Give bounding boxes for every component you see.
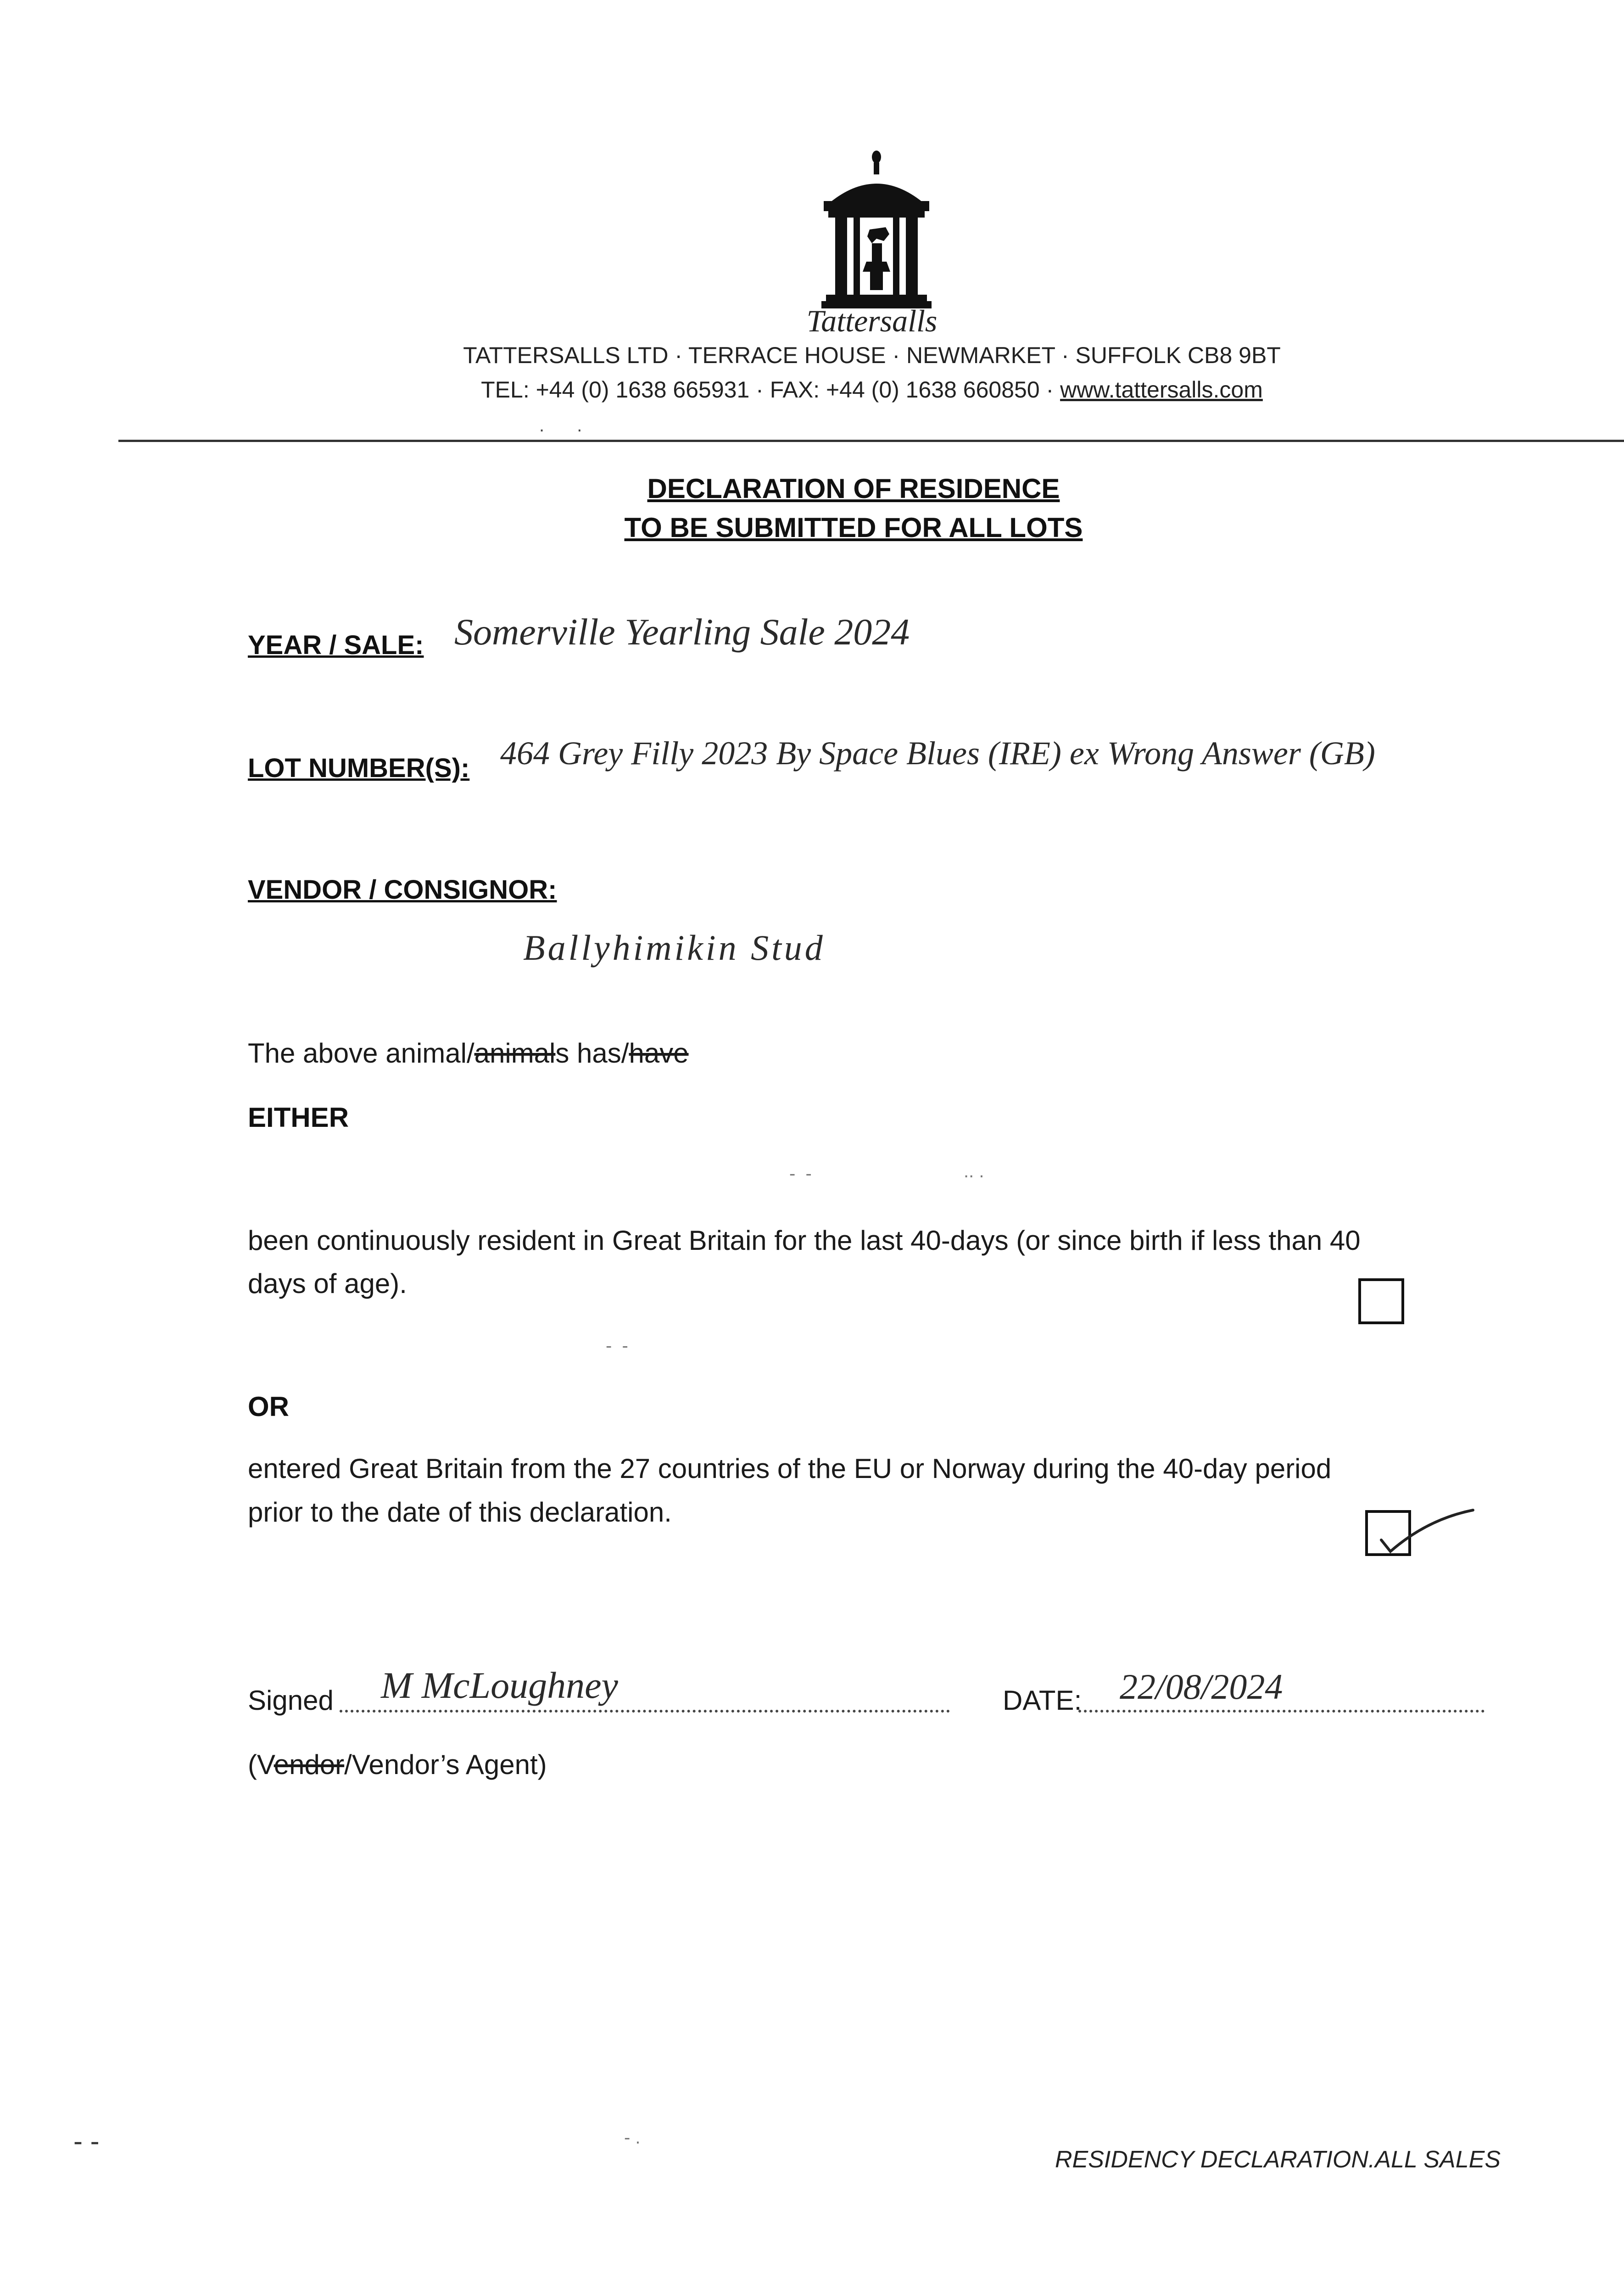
signed-label: Signed bbox=[248, 1685, 334, 1716]
lot-number-value[interactable]: 464 Grey Filly 2023 By Space Blues (IRE) ex Wrong Answer (GB) bbox=[500, 735, 1375, 772]
tattersalls-logo-icon bbox=[780, 147, 973, 312]
statement: The above animal/animals has/have bbox=[248, 1038, 689, 1069]
footer-reference: RESIDENCY DECLARATION.ALL SALES bbox=[1055, 2146, 1501, 2173]
date-value[interactable]: 22/08/2024 bbox=[1120, 1667, 1283, 1707]
speck-marks: ‐ ‐ bbox=[73, 2126, 100, 2156]
speck-marks: - - bbox=[789, 1164, 812, 1184]
checkmark-icon bbox=[1372, 1501, 1478, 1561]
vendor-value[interactable]: Ballyhimikin Stud bbox=[523, 928, 826, 968]
speck-marks: . . bbox=[539, 415, 596, 436]
option1-text-line1: been continuously resident in Great Britain for the last 40-days (or since birth if less than 40 bbox=[248, 1225, 1361, 1256]
year-sale-value[interactable]: Somerville Yearling Sale 2024 bbox=[454, 611, 910, 653]
page-title: DECLARATION OF RESIDENCE bbox=[647, 473, 1060, 504]
option1-text-line2: days of age). bbox=[248, 1268, 407, 1299]
date-label: DATE: bbox=[1003, 1685, 1082, 1716]
lot-number-label: LOT NUMBER(S): bbox=[248, 753, 470, 783]
brand-name: Tattersalls bbox=[806, 303, 938, 338]
signature-value[interactable]: M McLoughney bbox=[381, 1664, 618, 1706]
header-rule bbox=[118, 440, 1624, 442]
or-label: OR bbox=[248, 1391, 289, 1422]
option1-checkbox[interactable] bbox=[1358, 1278, 1404, 1324]
option2-text-line1: entered Great Britain from the 27 countries of the EU or Norway during the 40-day period bbox=[248, 1453, 1332, 1484]
vendor-label: VENDOR / CONSIGNOR: bbox=[248, 875, 557, 905]
year-sale-label: YEAR / SALE: bbox=[248, 630, 424, 660]
signature-line bbox=[340, 1710, 950, 1713]
signatory-role: (Vendor/Vendor’s Agent) bbox=[248, 1749, 547, 1780]
website-link[interactable]: www.tattersalls.com bbox=[1060, 377, 1263, 403]
company-address: TATTERSALLS LTD · TERRACE HOUSE · NEWMARKET · SUFFOLK CB8 9BT bbox=[463, 342, 1281, 368]
phone-fax: TEL: +44 (0) 1638 665931 · FAX: +44 (0) 1638 660850 · bbox=[481, 377, 1060, 403]
option2-text-line2: prior to the date of this declaration. bbox=[248, 1497, 672, 1528]
speck-marks: - . bbox=[624, 2127, 641, 2148]
contact-line bbox=[275, 376, 1468, 403]
date-line bbox=[1078, 1710, 1484, 1713]
page-subtitle: TO BE SUBMITTED FOR ALL LOTS bbox=[624, 512, 1083, 543]
speck-marks: - - bbox=[606, 1336, 628, 1356]
speck-marks: .. . bbox=[964, 1161, 984, 1181]
either-label: EITHER bbox=[248, 1102, 349, 1133]
